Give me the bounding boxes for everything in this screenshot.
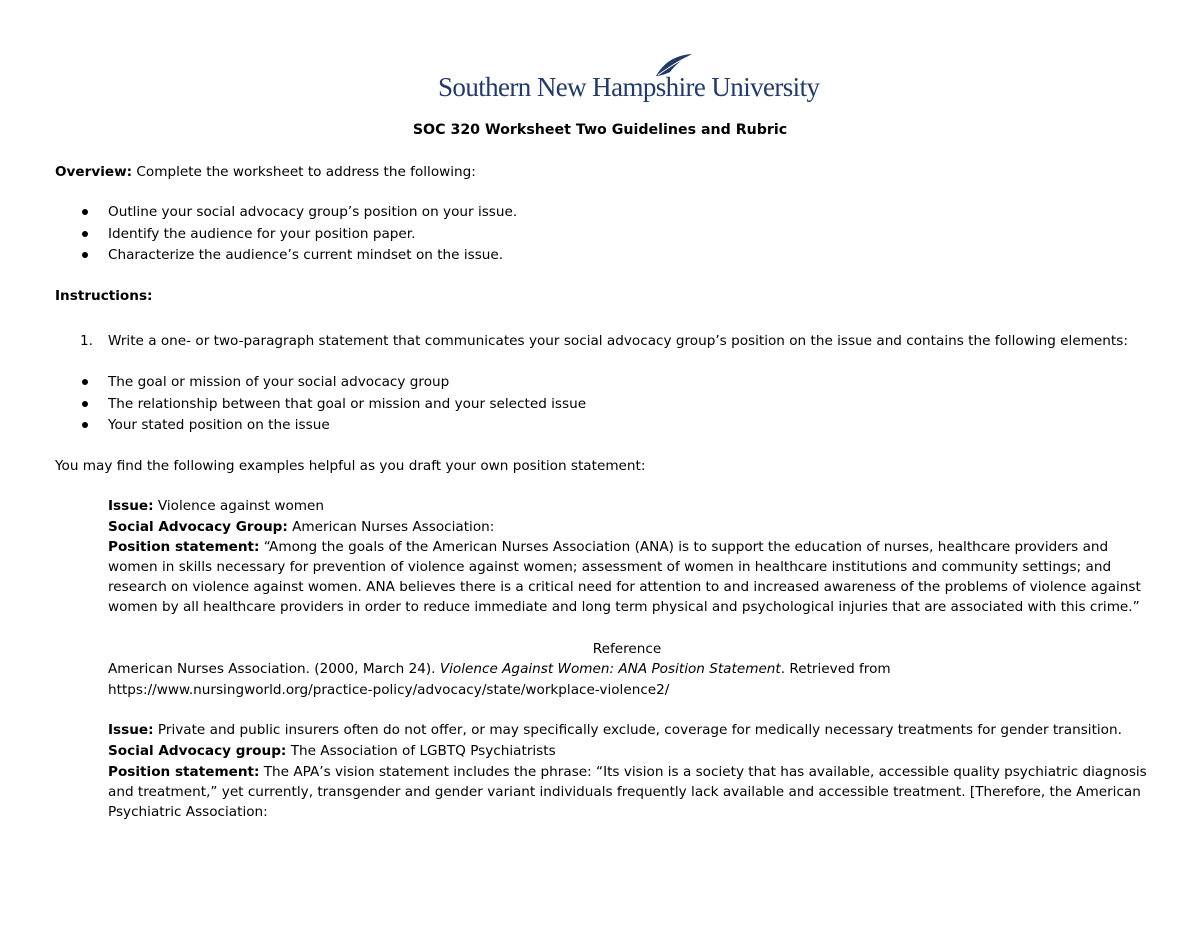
example2-issue <box>108 720 1122 740</box>
group-label: Social Advocacy Group: <box>108 519 288 535</box>
instructions-bullet-3: Your stated position on the issue <box>108 417 330 433</box>
step-number: 1. <box>80 333 93 349</box>
reference-heading: Reference <box>592 641 662 657</box>
reference-citation <box>108 659 891 679</box>
overview-label: Overview: <box>55 164 133 180</box>
example2-group <box>108 741 556 761</box>
reference-retrieved: . Retrieved from <box>780 661 891 677</box>
bullet-dot <box>82 252 88 258</box>
bullet-dot <box>82 231 88 237</box>
position-text: The APA’s vision statement includes the phrase: “Its vision is a society that has available, accessible quality psychiatric diagnosis and treatment,” yet currently, transgender and gender variant individuals frequently lack available and accessible treatment. [Therefore, the American Psychiatric Association: <box>108 764 1147 820</box>
bullet-dot <box>82 422 88 428</box>
overview-bullet-2: Identify the audience for your position paper. <box>108 226 416 242</box>
position-label: Position statement: <box>108 764 260 780</box>
group-label: Social Advocacy group: <box>108 743 287 759</box>
instructions-bullet-2: The relationship between that goal or mission and your selected issue <box>108 396 587 412</box>
issue-text: Violence against women <box>153 498 324 514</box>
logo-wordmark: Southern New Hampshire University <box>438 72 820 102</box>
example1-issue <box>108 496 324 516</box>
overview-bullet-1: Outline your social advocacy group’s position on your issue. <box>108 204 518 220</box>
position-label: Position statement: <box>108 539 260 555</box>
reference-author: American Nurses Association. (2000, March 24). <box>108 661 440 677</box>
university-logo <box>438 52 820 104</box>
bullet-dot <box>82 379 88 385</box>
step-text: Write a one- or two-paragraph statement that communicates your social advocacy group’s position on the issue and contains the following elements: <box>108 333 1128 349</box>
reference-title: Violence Against Women: ANA Position Statement <box>439 661 781 677</box>
overview-text: Complete the worksheet to address the following: <box>132 164 476 180</box>
example1-position <box>108 537 1148 617</box>
reference-url: https://www.nursingworld.org/practice-policy/advocacy/state/workplace-violence2/ <box>108 682 670 698</box>
issue-label: Issue: <box>108 722 154 738</box>
examples-intro: You may find the following examples helpful as you draft your own position statement: <box>55 458 646 474</box>
group-text: The Association of LGBTQ Psychiatrists <box>286 743 556 759</box>
position-text: “Among the goals of the American Nurses Association (ANA) is to support the education of nurses, healthcare providers and women in skills necessary for prevention of violence against women; assessment of women in healthcare institutions and community settings; and research on violence against women. ANA believes there is a critical need for attention to and increased awareness of the problems of violence against women by all healthcare providers in order to reduce immediate and long term physical and psychological injuries that are associated with this crime.” <box>108 539 1141 615</box>
example2-position <box>108 762 1148 822</box>
instructions-label <box>55 286 152 306</box>
example1-group <box>108 517 494 537</box>
overview-line <box>55 162 476 182</box>
bullet-dot <box>82 401 88 407</box>
issue-label: Issue: <box>108 498 154 514</box>
issue-text: Private and public insurers often do not offer, or may specifically exclude, coverage for medically necessary treatments for gender transition. <box>153 722 1122 738</box>
group-text: American Nurses Association: <box>287 519 495 535</box>
instructions-heading: Instructions: <box>55 288 153 304</box>
overview-bullet-3: Characterize the audience’s current mindset on the issue. <box>108 247 504 263</box>
instructions-bullet-1: The goal or mission of your social advocacy group <box>108 374 450 390</box>
bullet-dot <box>82 209 88 215</box>
page-title: SOC 320 Worksheet Two Guidelines and Rubric <box>412 122 788 138</box>
